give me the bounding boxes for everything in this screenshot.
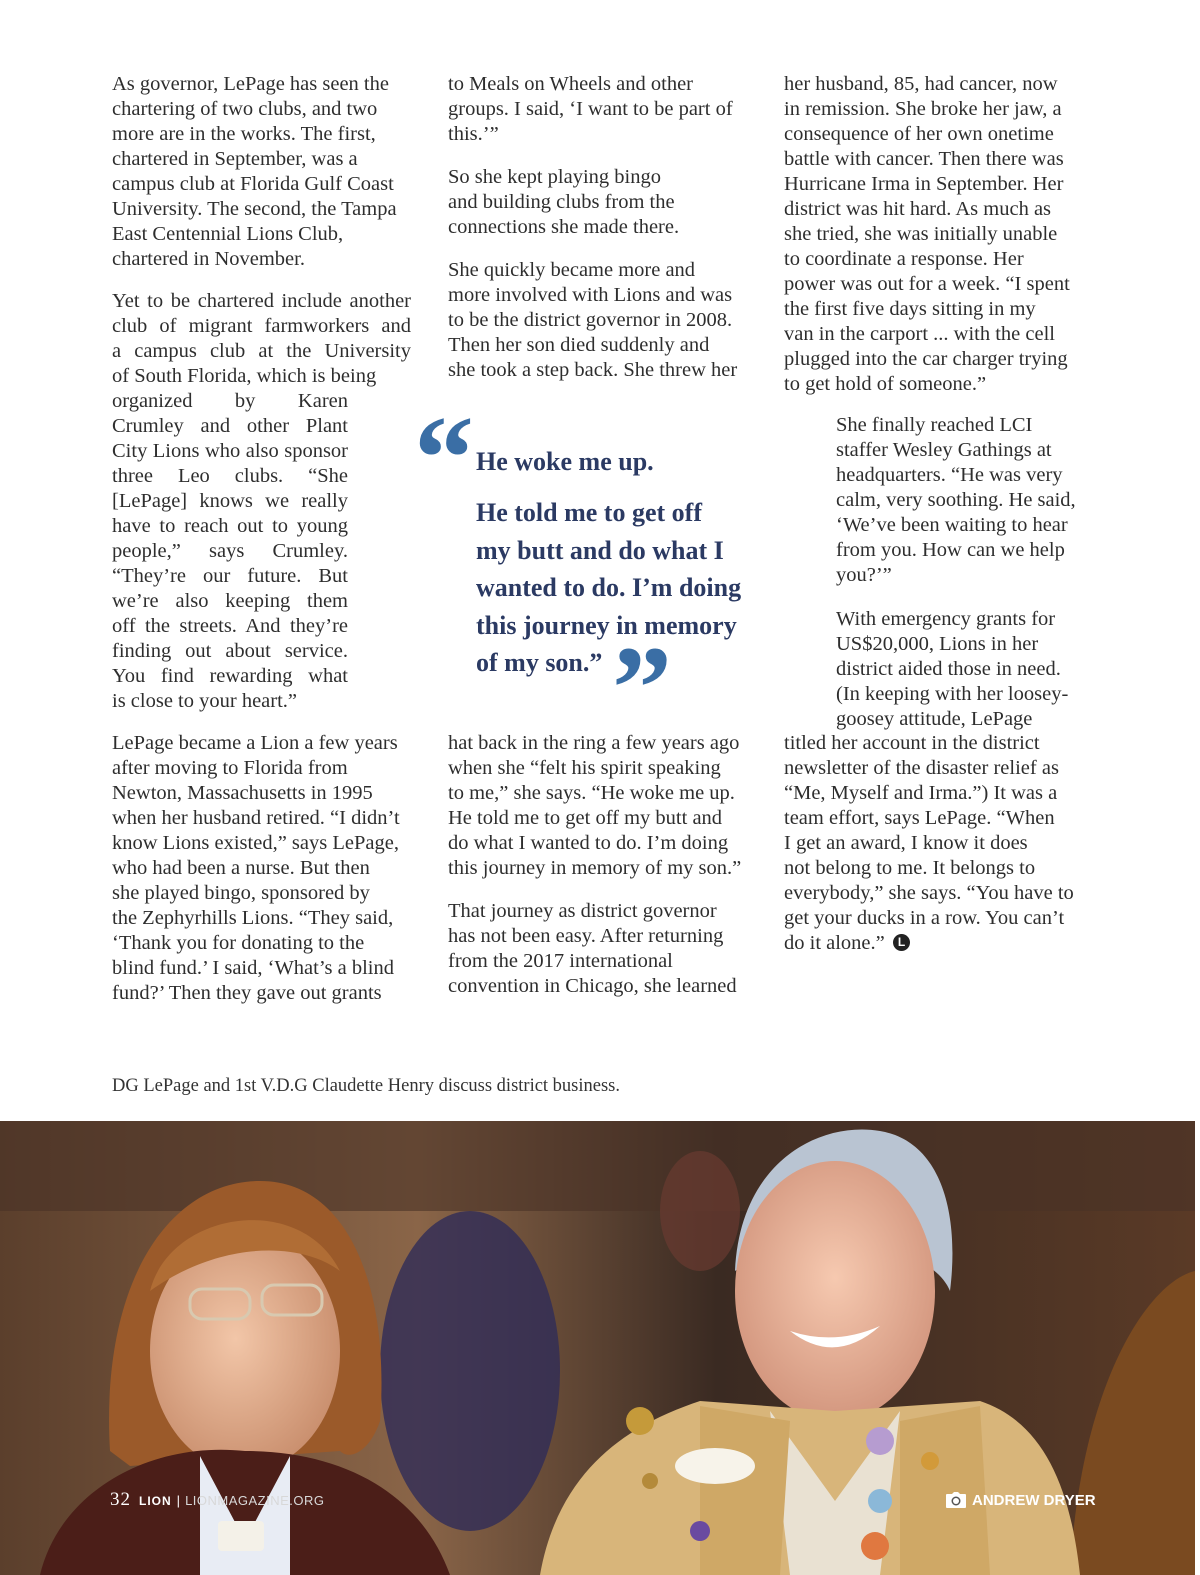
text-line: have to reach out to young <box>112 515 348 537</box>
text-line: get your ducks in a row. You can’t <box>784 907 1065 929</box>
text-line: to be the district governor in 2008. <box>448 309 733 331</box>
text-line: chartering of two clubs, and two <box>112 98 378 120</box>
lion-end-mark-icon: L <box>893 934 910 951</box>
magazine-name: LION <box>139 1494 172 1508</box>
text-line: She finally reached LCI <box>836 414 1033 436</box>
text-line: do what I wanted to do. I’m doing <box>448 832 729 854</box>
text-line: goosey attitude, LePage <box>836 708 1033 730</box>
text-line: (In keeping with her loosey- <box>836 683 1069 705</box>
text-line: to me,” she says. “He woke me up. <box>448 782 735 804</box>
text-line: “Me, Myself and Irma.”) It was a <box>784 782 1058 804</box>
col2-paragraph-2 <box>448 165 679 240</box>
text-line: “They’re our future. But <box>112 565 348 587</box>
col1-paragraph-2-narrow <box>112 389 348 714</box>
col1-paragraph-3 <box>112 731 400 1006</box>
text-line: Hurricane Irma in September. Her <box>784 173 1064 195</box>
text-line: Then her son died suddenly and <box>448 334 710 356</box>
text-line: when she “felt his spirit speaking <box>448 757 721 779</box>
col1-paragraph-2-wide <box>112 289 411 389</box>
text-line: is close to your heart.” <box>112 690 298 712</box>
text-line: three Leo clubs. “She <box>112 465 348 487</box>
text-line: calm, very soothing. He said, <box>836 489 1076 511</box>
text-line: after moving to Florida from <box>112 757 348 779</box>
col3-paragraph-3-indented <box>836 607 1068 732</box>
text-line: in remission. She broke her jaw, a <box>784 98 1062 120</box>
text-line: this journey in memory <box>476 610 737 640</box>
text-line: district aided those in need. <box>836 658 1061 680</box>
text-line: people,” says Crumley. <box>112 540 348 562</box>
col3-paragraph-1 <box>784 72 1070 397</box>
text-line: Crumley and other Plant <box>112 415 348 437</box>
text-line: newsletter of the disaster relief as <box>784 757 1059 779</box>
text-line: consequence of her own onetime <box>784 123 1054 145</box>
footer-separator: | <box>176 1493 181 1508</box>
text-line: With emergency grants for <box>836 608 1056 630</box>
page-number: 32 <box>110 1489 131 1510</box>
text-line: she took a step back. She threw her <box>448 359 738 381</box>
text-line: I get an award, I know it does <box>784 832 1028 854</box>
col3-paragraph-2 <box>836 413 1076 588</box>
text-line: So she kept playing bingo <box>448 166 661 188</box>
text-line: not belong to me. It belongs to <box>784 857 1036 879</box>
text-line: her husband, 85, had cancer, now <box>784 73 1058 95</box>
text-line: this.’” <box>448 123 499 145</box>
text-line: and building clubs from the <box>448 191 675 213</box>
text-line: headquarters. “He was very <box>836 464 1063 486</box>
text-line: plugged into the car charger trying <box>784 348 1068 370</box>
magazine-url: LIONMAGAZINE.ORG <box>185 1493 325 1508</box>
text-line: titled her account in the district <box>784 732 1040 754</box>
text-line: ‘We’ve been waiting to hear <box>836 514 1068 536</box>
text-line: to get hold of someone.” <box>784 373 987 395</box>
text-line: this journey in memory of my son.” <box>448 857 742 879</box>
text-line: That journey as district governor <box>448 900 717 922</box>
text-line: when her husband retired. “I didn’t <box>112 807 400 829</box>
text-line: team effort, says LePage. “When <box>784 807 1055 829</box>
text-line: blind fund.’ I said, ‘What’s a blind <box>112 957 395 979</box>
camera-icon <box>946 1492 966 1508</box>
text-line: organized by Karen <box>112 390 348 412</box>
text-line: City Lions who also sponsor <box>112 440 348 462</box>
text-line: to coordinate a response. Her <box>784 248 1024 270</box>
col2-paragraph-5 <box>448 899 737 999</box>
text-line: do it alone.” <box>784 932 885 954</box>
text-line: you?’” <box>836 564 892 586</box>
pullquote-open-mark: “ <box>414 391 474 524</box>
page-footer <box>110 1489 325 1511</box>
text-line: She quickly became more and <box>448 259 696 281</box>
text-line: she tried, she was initially unable <box>784 223 1058 245</box>
text-line: campus club at Florida Gulf Coast <box>112 173 394 195</box>
text-line: connections she made there. <box>448 216 680 238</box>
pullquote-line-1: He woke me up. <box>476 447 654 476</box>
text-line: who had been a nurse. But then <box>112 857 370 879</box>
col2-paragraph-4 <box>448 731 741 881</box>
pullquote-close-mark: ” <box>612 621 672 754</box>
text-line: from you. How can we help <box>836 539 1065 561</box>
text-line: van in the carport ... with the cell <box>784 323 1055 345</box>
text-line: hat back in the ring a few years ago <box>448 732 740 754</box>
text-line: more are in the works. The first, <box>112 123 376 145</box>
text-line: staffer Wesley Gathings at <box>836 439 1052 461</box>
text-line: of my son.” <box>476 648 603 677</box>
text-line: University. The second, the Tampa <box>112 198 397 220</box>
text-line: off the streets. And they’re <box>112 615 348 637</box>
text-line: she played bingo, sponsored by <box>112 882 370 904</box>
col3-paragraph-3 <box>784 731 1074 956</box>
text-line: more involved with Lions and was <box>448 284 733 306</box>
text-line: He told me to get off <box>476 498 702 527</box>
text-line: fund?’ Then they gave out grants <box>112 982 382 1004</box>
photo-credit-name: ANDREW DRYER <box>972 1492 1096 1509</box>
text-line: LePage became a Lion a few years <box>112 732 398 754</box>
text-line: a campus club at the University <box>112 340 411 362</box>
text-line: battle with cancer. Then there was <box>784 148 1064 170</box>
text-line: of South Florida, which is being <box>112 365 377 387</box>
text-line: convention in Chicago, she learned <box>448 975 737 997</box>
text-line: know Lions existed,” says LePage, <box>112 832 399 854</box>
text-line: club of migrant farmworkers and <box>112 315 411 337</box>
text-line: ‘Thank you for donating to the <box>112 932 365 954</box>
text-line: wanted to do. I’m doing <box>476 573 742 602</box>
col2-paragraph-3 <box>448 258 737 383</box>
text-line: chartered in November. <box>112 248 305 270</box>
photo-credit <box>946 1492 1096 1509</box>
text-line: groups. I said, ‘I want to be part of <box>448 98 733 120</box>
text-line: from the 2017 international <box>448 950 673 972</box>
col1-paragraph-1 <box>112 72 397 272</box>
text-line: has not been easy. After returning <box>448 925 724 947</box>
text-line: You find rewarding what <box>112 665 348 687</box>
text-line: Newton, Massachusetts in 1995 <box>112 782 373 804</box>
text-line: power was out for a week. “I spent <box>784 273 1070 295</box>
text-line: my butt and do what I <box>476 535 724 565</box>
text-line: He told me to get off my butt and <box>448 807 723 829</box>
text-line: the first five days sitting in my <box>784 298 1036 320</box>
text-line: As governor, LePage has seen the <box>112 73 389 95</box>
text-line: [LePage] knows we really <box>112 490 348 512</box>
text-line: we’re also keeping them <box>112 590 348 612</box>
text-line: everybody,” she says. “You have to <box>784 882 1074 904</box>
text-line: chartered in September, was a <box>112 148 358 170</box>
text-line: to Meals on Wheels and other <box>448 73 693 95</box>
text-line: finding out about service. <box>112 640 348 662</box>
text-line: Yet to be chartered include another <box>112 290 411 312</box>
text-line: the Zephyrhills Lions. “They said, <box>112 907 394 929</box>
text-line: district was hit hard. As much as <box>784 198 1052 220</box>
text-line: US$20,000, Lions in her <box>836 633 1039 655</box>
text-line: East Centennial Lions Club, <box>112 223 344 245</box>
photo-caption: DG LePage and 1st V.D.G Claudette Henry discuss district business. <box>112 1076 621 1096</box>
col2-paragraph-1 <box>448 72 733 147</box>
